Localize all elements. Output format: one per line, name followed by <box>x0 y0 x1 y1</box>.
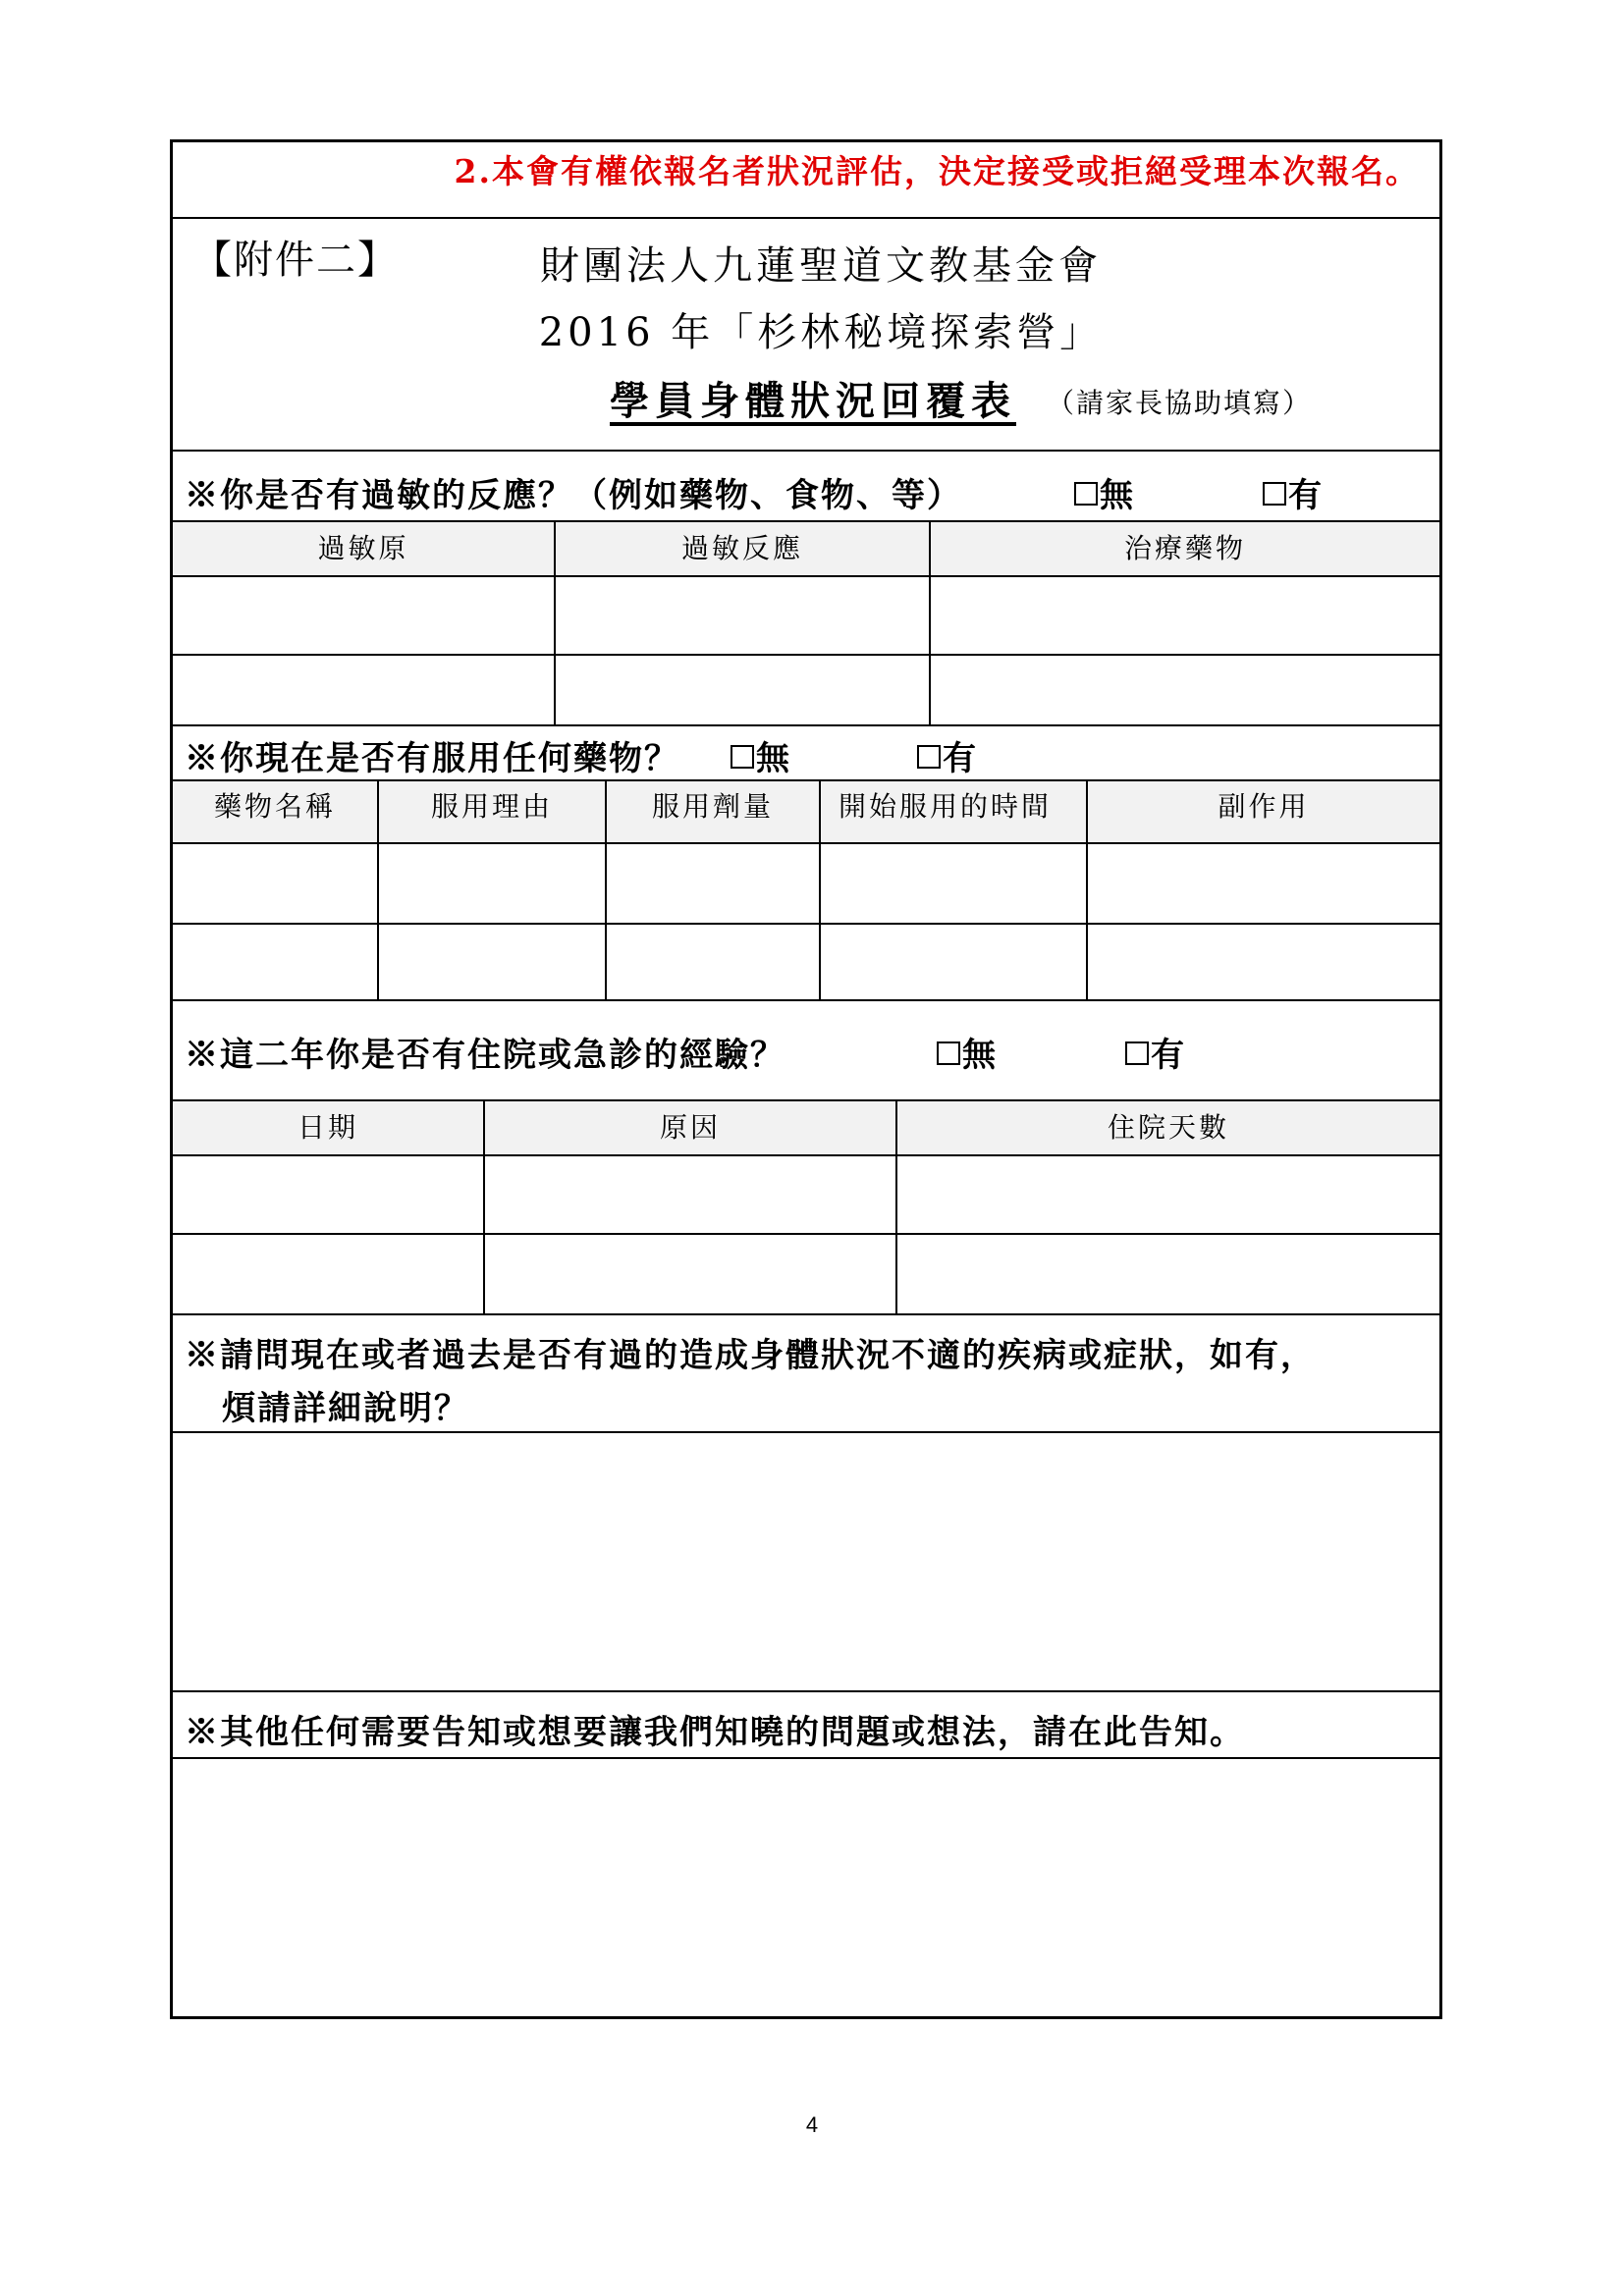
hospital-cell-r1-date[interactable] <box>173 1156 483 1233</box>
medication-col-dose: 服用劑量 <box>607 781 819 842</box>
medication-cell-r2-reason[interactable] <box>379 925 605 999</box>
allergy-option-yes[interactable]: 有 <box>1263 468 1322 516</box>
form-note: （請家長協助填寫） <box>1047 387 1313 419</box>
medication-col-start-time: 開始服用的時間 <box>821 781 1086 842</box>
medication-cell-r1-dose[interactable] <box>607 844 819 923</box>
divider <box>173 999 1439 1001</box>
medication-cell-r1-side-effect[interactable] <box>1088 844 1439 923</box>
hospital-cell-r2-days[interactable] <box>897 1235 1439 1313</box>
attachment-label: 【附件二】 <box>192 238 399 283</box>
medication-option-no[interactable]: 無 <box>731 731 789 779</box>
hospital-question: ※這二年你是否有住院或急診的經驗？ <box>185 1036 785 1075</box>
medication-col-reason: 服用理由 <box>379 781 605 842</box>
checkbox-icon[interactable] <box>1263 482 1286 506</box>
medication-cell-r2-start-time[interactable] <box>821 925 1086 999</box>
divider <box>173 1690 1439 1692</box>
checkbox-icon[interactable] <box>1074 482 1098 506</box>
hospital-option-yes[interactable]: 有 <box>1125 1028 1184 1076</box>
divider <box>173 217 1439 219</box>
checkbox-icon[interactable] <box>731 745 754 769</box>
health-form <box>170 139 1442 2019</box>
divider <box>173 1313 1439 1315</box>
allergy-col-treatment: 治療藥物 <box>931 522 1439 575</box>
hospital-cell-r1-days[interactable] <box>897 1156 1439 1233</box>
medication-cell-r1-name[interactable] <box>173 844 377 923</box>
checkbox-icon[interactable] <box>937 1041 960 1065</box>
allergy-cell-r2-allergen[interactable] <box>173 656 554 724</box>
other-answer-area[interactable] <box>173 1759 1439 2016</box>
hospital-col-days: 住院天數 <box>897 1101 1439 1154</box>
medication-cell-r2-side-effect[interactable] <box>1088 925 1439 999</box>
checkbox-icon[interactable] <box>1125 1041 1149 1065</box>
medication-option-yes[interactable]: 有 <box>917 731 976 779</box>
allergy-cell-r2-treatment[interactable] <box>931 656 1439 724</box>
allergy-col-reaction: 過敏反應 <box>556 522 929 575</box>
illness-answer-area[interactable] <box>173 1433 1439 1690</box>
illness-question-line2: 煩請詳細說明？ <box>222 1389 469 1428</box>
allergy-cell-r1-reaction[interactable] <box>556 577 929 654</box>
notice-text: 2.本會有權依報名者狀況評估，決定接受或拒絕受理本次報名。 <box>454 152 1420 190</box>
medication-col-name: 藥物名稱 <box>173 781 377 842</box>
hospital-option-no[interactable]: 無 <box>937 1028 996 1076</box>
org-name: 財團法人九蓮聖道文教基金會 <box>540 243 1102 289</box>
medication-cell-r1-reason[interactable] <box>379 844 605 923</box>
allergy-option-no[interactable]: 無 <box>1074 468 1133 516</box>
allergy-cell-r1-allergen[interactable] <box>173 577 554 654</box>
medication-col-side-effect: 副作用 <box>1088 781 1439 842</box>
checkbox-icon[interactable] <box>917 745 941 769</box>
other-question: ※其他任何需要告知或想要讓我們知曉的問題或想法，請在此告知。 <box>185 1713 1245 1752</box>
divider <box>173 450 1439 452</box>
hospital-cell-r2-date[interactable] <box>173 1235 483 1313</box>
medication-cell-r2-dose[interactable] <box>607 925 819 999</box>
form-title: 學員身體狀況回覆表 <box>610 378 1016 424</box>
allergy-cell-r1-treatment[interactable] <box>931 577 1439 654</box>
medication-cell-r2-name[interactable] <box>173 925 377 999</box>
allergy-question: ※你是否有過敏的反應？（例如藥物、食物、等） <box>185 476 962 515</box>
illness-question-line1: ※請問現在或者過去是否有過的造成身體狀況不適的疾病或症狀，如有， <box>185 1336 1316 1375</box>
divider <box>173 724 1439 726</box>
allergy-col-allergen: 過敏原 <box>173 522 554 575</box>
hospital-col-reason: 原因 <box>485 1101 895 1154</box>
hospital-cell-r2-reason[interactable] <box>485 1235 895 1313</box>
page-number: 4 <box>805 2112 819 2137</box>
hospital-cell-r1-reason[interactable] <box>485 1156 895 1233</box>
medication-cell-r1-start-time[interactable] <box>821 844 1086 923</box>
allergy-cell-r2-reaction[interactable] <box>556 656 929 724</box>
event-title: 2016 年「杉林秘境探索營」 <box>538 310 1104 355</box>
hospital-col-date: 日期 <box>173 1101 483 1154</box>
medication-question: ※你現在是否有服用任何藥物？ <box>185 739 679 778</box>
